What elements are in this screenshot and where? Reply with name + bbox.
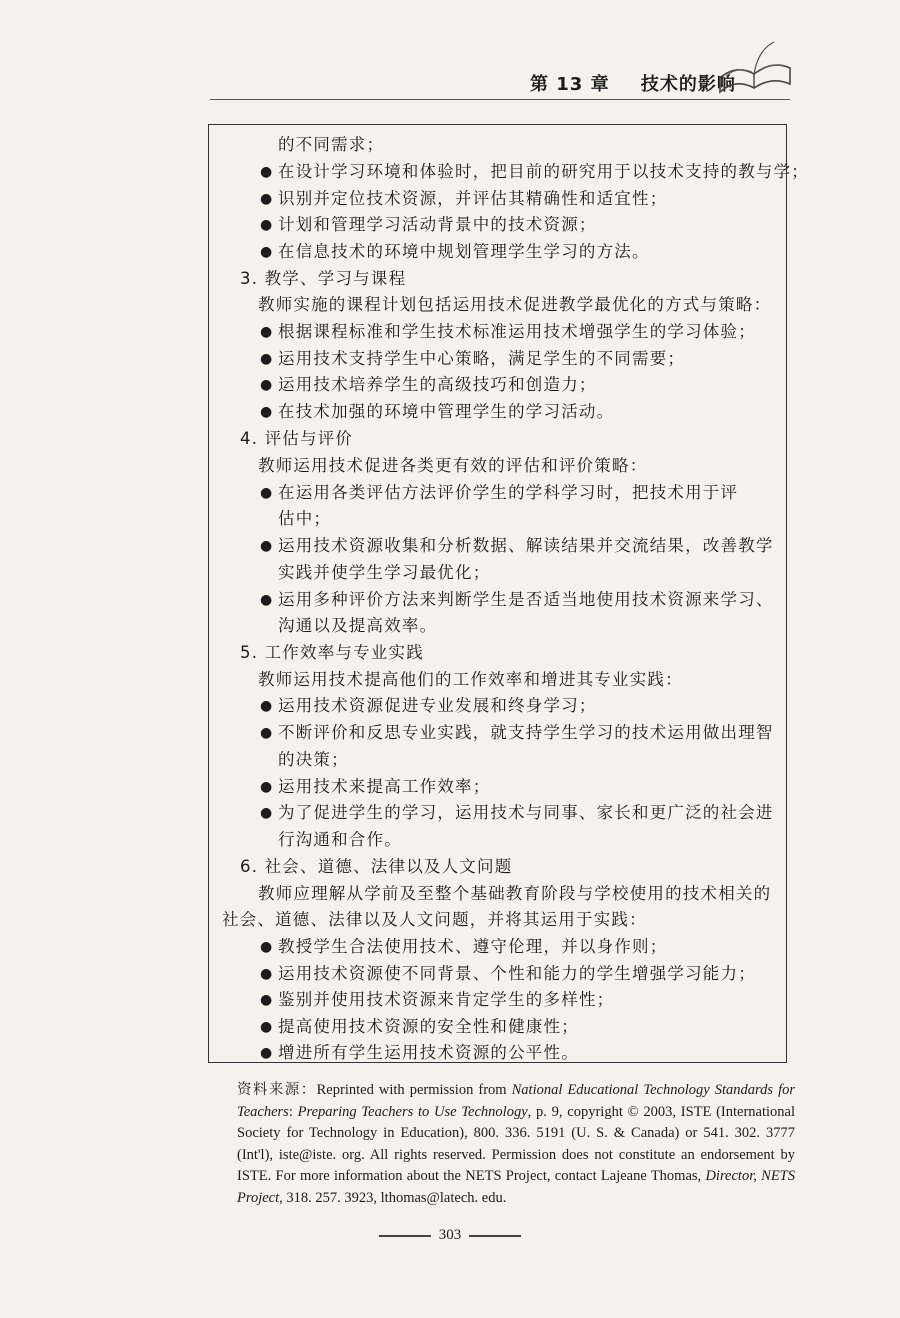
- list-item: 在设计学习环境和体验时，把目前的研究用于以技术支持的教与学；: [278, 162, 809, 181]
- bullet-dot: ●: [260, 351, 273, 367]
- list-item: 运用技术资源收集和分析数据、解读结果并交流结果，改善教学: [278, 536, 774, 555]
- bullet-dot: ●: [260, 592, 273, 608]
- section-6-intro-continuation: 社会、道德、法律以及人文问题，并将其运用于实践：: [222, 910, 647, 929]
- section-3-intro: 教师实施的课程计划包括运用技术促进教学最优化的方式与策略：: [258, 295, 772, 314]
- bullet-dot: ●: [260, 538, 273, 554]
- source-label: 资料来源：: [237, 1082, 317, 1098]
- section-6-title: 6. 社会、道德、法律以及人文问题: [240, 857, 513, 876]
- header-rule: [210, 99, 790, 100]
- source-text: , p. 9, copyright © 2003, ISTE (International Society for Technology in Education), 800. 336. 5191 (U. S. & Canada) or 541. 302. 3777 (Int'l), iste@iste. org. All rights reserved. Permission does not constitute an endorsement by ISTE. For more information about the NETS Project, contact Lajeane Thomas,: [237, 1103, 795, 1184]
- section-6-intro: 教师应理解从学前及至整个基础教育阶段与学校使用的技术相关的: [258, 884, 772, 903]
- footer-ornament: [379, 1235, 431, 1237]
- section-4-intro: 教师运用技术促进各类更有效的评估和评价策略：: [258, 456, 648, 475]
- source-note: [237, 1080, 795, 1209]
- source-text: :: [288, 1103, 298, 1120]
- bullet-dot: ●: [260, 164, 273, 180]
- page-footer: [0, 1227, 900, 1244]
- list-item: 在信息技术的环境中规划管理学生学习的方法。: [278, 242, 650, 261]
- page-number: 303: [438, 1227, 462, 1243]
- bullet-dot: ●: [260, 1019, 273, 1035]
- source-director: Director, NETS Project: [237, 1168, 795, 1206]
- list-item: 提高使用技术资源的安全性和健康性；: [278, 1017, 579, 1036]
- bullet-dot: ●: [260, 1045, 273, 1061]
- source-text: , 318. 257. 3923, lthomas@latech. edu.: [279, 1189, 507, 1206]
- list-item-continuation: 沟通以及提高效率。: [278, 616, 438, 635]
- bullet-dot: ●: [260, 191, 273, 207]
- chapter-title: 技术的影响: [640, 74, 736, 95]
- chapter-number: 第 13 章: [530, 74, 610, 95]
- bullet-dot: ●: [260, 698, 273, 714]
- bullet-dot: ●: [260, 485, 273, 501]
- list-item: 识别并定位技术资源，并评估其精确性和适宜性；: [278, 189, 668, 208]
- open-book-icon: [714, 38, 794, 94]
- bullet-dot: ●: [260, 324, 273, 340]
- list-item: 运用技术培养学生的高级技巧和创造力；: [278, 375, 597, 394]
- list-item: 在技术加强的环境中管理学生的学习活动。: [278, 402, 615, 421]
- list-item-continuation: 估中；: [278, 509, 332, 528]
- bullet-dot: ●: [260, 244, 273, 260]
- bullet-dot: ●: [260, 939, 273, 955]
- list-item: 根据课程标准和学生技术标准运用技术增强学生的学习体验；: [278, 322, 756, 341]
- list-item: 运用技术资源使不同背景、个性和能力的学生增强学习能力；: [278, 964, 756, 983]
- bullet-dot: ●: [260, 377, 273, 393]
- bullet-dot: ●: [260, 805, 273, 821]
- list-item: 鉴别并使用技术资源来肯定学生的多样性；: [278, 990, 615, 1009]
- bullet-dot: ●: [260, 404, 273, 420]
- section-5-intro: 教师运用技术提高他们的工作效率和增进其专业实践：: [258, 670, 683, 689]
- section-5-title: 5. 工作效率与专业实践: [240, 643, 424, 662]
- list-item: 运用技术资源促进专业发展和终身学习；: [278, 696, 597, 715]
- list-item: 教授学生合法使用技术、遵守伦理，并以身作则；: [278, 937, 668, 956]
- list-item: 计划和管理学习活动背景中的技术资源；: [278, 215, 597, 234]
- bullet-dot: ●: [260, 725, 273, 741]
- bullet-dot: ●: [260, 966, 273, 982]
- source-subtitle: Preparing Teachers to Use Technology: [297, 1103, 528, 1120]
- bullet-dot: ●: [260, 779, 273, 795]
- list-item-continuation: 行沟通和合作。: [278, 830, 402, 849]
- chapter-header: [530, 70, 736, 96]
- source-title: National Educational Technology Standards for Teachers: [237, 1082, 796, 1120]
- list-item-continuation: 实践并使学生学习最优化；: [278, 563, 491, 582]
- list-item: 为了促进学生的学习，运用技术与同事、家长和更广泛的社会进: [278, 803, 774, 822]
- list-item-continuation: 的决策；: [278, 750, 349, 769]
- section-4-title: 4. 评估与评价: [240, 429, 354, 448]
- list-item: 运用技术来提高工作效率；: [278, 777, 491, 796]
- section-3-title: 3. 教学、学习与课程: [240, 269, 407, 288]
- source-text: Reprinted with permission from: [316, 1082, 512, 1098]
- bullet-dot: ●: [260, 217, 273, 233]
- list-item: 在运用各类评估方法评价学生的学科学习时，把技术用于评: [278, 483, 739, 502]
- list-item: 运用技术支持学生中心策略，满足学生的不同需要；: [278, 349, 686, 368]
- footer-ornament: [469, 1235, 521, 1237]
- list-item: 不断评价和反思专业实践，就支持学生学习的技术运用做出理智: [278, 723, 774, 742]
- list-item: 增进所有学生运用技术资源的公平性。: [278, 1043, 579, 1062]
- bullet-dot: ●: [260, 992, 273, 1008]
- continuation-line: 的不同需求；: [278, 135, 385, 154]
- list-item: 运用多种评价方法来判断学生是否适当地使用技术资源来学习、: [278, 590, 774, 609]
